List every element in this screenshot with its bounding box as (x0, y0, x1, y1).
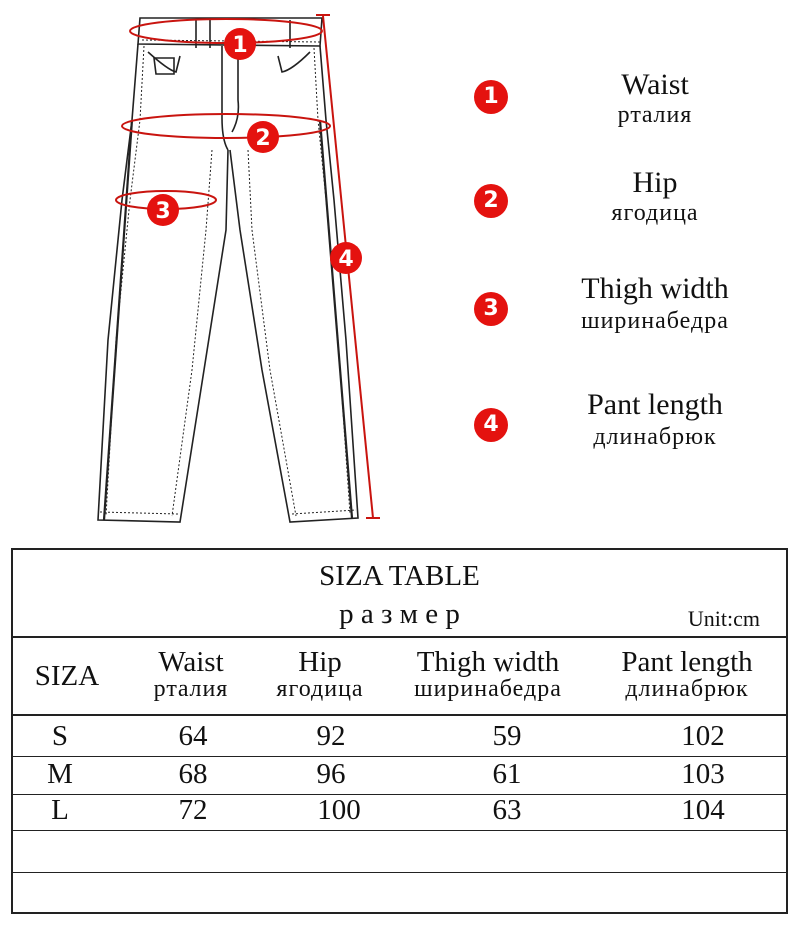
marker-2-label: 2 (255, 126, 271, 151)
cell-length: 104 (681, 794, 725, 826)
table-title: SIZA TABLE (319, 560, 480, 592)
marker-4 (330, 242, 362, 274)
legend-length (470, 390, 770, 460)
legend-badge-4: 4 (474, 408, 508, 442)
legend-thigh-ru: ширинабедра (581, 308, 729, 334)
pants-outline (98, 18, 358, 522)
cell-thigh: 63 (492, 794, 522, 826)
size-table (11, 548, 788, 914)
marker-1-label: 1 (232, 33, 248, 58)
legend-waist-en: Waist (621, 68, 689, 101)
legend-badge-2: 2 (474, 184, 508, 218)
cell-thigh: 59 (492, 720, 522, 752)
legend-hip (470, 168, 770, 238)
cell-size: L (51, 794, 69, 826)
legend-waist-ru: ртaлия (617, 102, 693, 128)
marker-2 (247, 121, 279, 153)
marker-1 (224, 28, 256, 60)
table-row-divider (13, 872, 786, 873)
cell-waist: 68 (178, 758, 208, 790)
header-length (603, 648, 771, 702)
pants-stitching (100, 40, 356, 516)
header-length-ru: длинабрюк (625, 676, 749, 702)
header-waist-en: Waist (158, 646, 224, 678)
cell-hip: 92 (316, 720, 346, 752)
cell-length: 103 (681, 758, 725, 790)
legend-length-ru: длинабрюк (593, 424, 717, 450)
marker-4-label: 4 (338, 247, 354, 272)
header-length-en: Pant length (621, 646, 753, 678)
cell-thigh: 61 (492, 758, 522, 790)
header-hip-en: Hip (298, 646, 342, 678)
table-subtitle: р а з м е р (339, 598, 460, 630)
table-divider-columns (13, 714, 786, 716)
table-row-divider (13, 830, 786, 831)
legend-length-en: Pant length (587, 388, 723, 421)
legend-badge-3: 3 (474, 292, 508, 326)
header-hip-ru: ягодица (276, 676, 364, 702)
cell-length: 102 (681, 720, 725, 752)
legend-hip-ru: ягодица (611, 200, 699, 226)
header-waist-ru: ртaлия (153, 676, 229, 702)
cell-size: M (47, 758, 73, 790)
legend-thigh (470, 274, 770, 344)
header-thigh (383, 648, 593, 702)
cell-hip: 96 (316, 758, 346, 790)
marker-3 (147, 194, 179, 226)
legend-waist (470, 70, 770, 140)
header-size (15, 662, 119, 690)
legend-thigh-en: Thigh width (581, 272, 729, 305)
table-divider-header (13, 636, 786, 638)
header-size-en: SIZA (34, 660, 100, 692)
header-thigh-ru: ширинабедра (414, 676, 562, 702)
cell-size: S (51, 720, 69, 752)
header-thigh-en: Thigh width (416, 646, 560, 678)
legend-badge-1: 1 (474, 80, 508, 114)
cell-hip: 100 (317, 794, 361, 826)
hip-measure-line (122, 114, 330, 138)
legend-hip-en: Hip (632, 166, 678, 199)
marker-3-label: 3 (155, 199, 171, 224)
header-hip (259, 648, 381, 702)
table-unit: Unit:cm (687, 606, 760, 631)
cell-waist: 64 (178, 720, 208, 752)
header-waist (131, 648, 251, 702)
cell-waist: 72 (178, 794, 208, 826)
